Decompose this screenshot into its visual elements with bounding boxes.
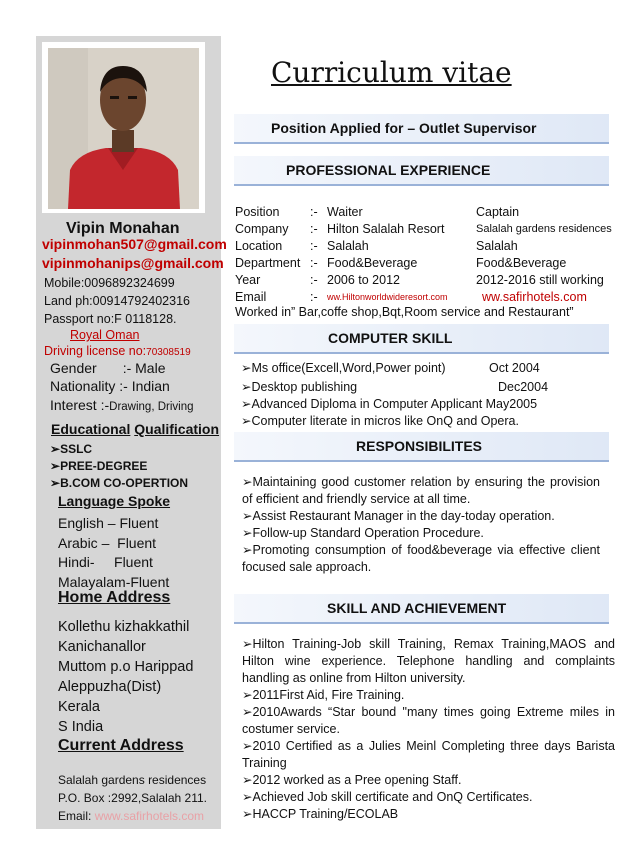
experience-bar-line xyxy=(234,184,609,186)
gender xyxy=(50,360,166,376)
address-line: Kollethu kizhakkathil xyxy=(58,619,190,635)
computer-heading: COMPUTER SKILL xyxy=(328,330,453,346)
job2-location: Salalah xyxy=(476,239,518,253)
royal-oman-label: Royal Oman xyxy=(70,328,140,342)
exp-sep: :- xyxy=(310,239,318,253)
exp-label: Company xyxy=(235,222,289,236)
education-item: ➢PREE-DEGREE xyxy=(50,459,148,473)
job1-location: Salalah xyxy=(327,239,369,253)
computer-item: ➢Ms office(Excell,Word,Power point) Oct 2004 xyxy=(241,361,540,375)
skill-item: ➢2011First Aid, Fire Training. xyxy=(242,688,405,702)
interest-value: Drawing, Driving xyxy=(109,401,194,413)
exp-label: Department xyxy=(235,256,301,270)
skill-item: ➢2012 worked as a Pree opening Staff. xyxy=(242,773,462,787)
responsibilities-bar-line xyxy=(234,460,609,462)
job1-department: Food&Beverage xyxy=(327,256,418,270)
education-heading xyxy=(51,421,219,437)
current-address xyxy=(58,771,207,825)
driving-license-number: 70308519 xyxy=(146,347,191,358)
education-heading-part2: Qualification xyxy=(134,421,220,437)
home-address xyxy=(58,617,193,737)
exp-sep: :- xyxy=(310,256,318,270)
language-item: Arabic – Fluent xyxy=(58,534,157,551)
skill-item: ➢2010 Certified as a Julies Meinl Completing three days Barista Training xyxy=(242,739,615,770)
gender-label: Gender xyxy=(50,360,97,376)
job2-position: Captain xyxy=(476,205,520,219)
responsibilities-list xyxy=(242,474,600,576)
passport-number: Passport no:F 0118128. xyxy=(44,312,177,326)
education-item: ➢SSLC xyxy=(50,442,93,456)
address-line: Kerala xyxy=(58,699,100,715)
responsibility-item: ➢Promoting consumption of food&beverage via effective client focused sale approach. xyxy=(242,543,600,574)
experience-heading: PROFESSIONAL EXPERIENCE xyxy=(286,162,491,178)
current-email xyxy=(58,807,207,825)
driving-license xyxy=(44,344,191,358)
job2-department: Food&Beverage xyxy=(476,256,567,270)
exp-label: Year xyxy=(235,273,261,287)
experience-labels xyxy=(235,204,300,306)
address-line: Salalah gardens residences xyxy=(58,773,207,787)
current-address-heading: Current Address xyxy=(58,737,184,754)
skill-item: ➢Achieved Job skill certificate and OnQ Certificates. xyxy=(242,790,533,804)
job1-company: Hilton Salalah Resort xyxy=(327,222,445,236)
job2-year: 2012-2016 still working xyxy=(476,273,604,287)
language-item: English – Fluent xyxy=(58,515,159,531)
mobile-number: Mobile:0096892324699 xyxy=(44,276,175,290)
nationality: Nationality :- Indian xyxy=(50,378,170,394)
skill-item: ➢HACCP Training/ECOLAB xyxy=(242,807,399,821)
education-heading-part1: Educational xyxy=(51,421,131,437)
job2-email: ww.safirhotels.com xyxy=(482,290,587,304)
skills-heading: SKILL AND ACHIEVEMENT xyxy=(327,600,507,616)
education-list xyxy=(50,441,188,492)
candidate-name: Vipin Monahan xyxy=(66,220,180,237)
experience-seps xyxy=(310,204,318,306)
driving-license-label: Driving license no: xyxy=(44,344,147,358)
exp-sep: :- xyxy=(310,222,318,236)
worked-in: Worked in” Bar,coffe shop,Bqt,Room service and Restaurant” xyxy=(235,305,574,319)
computer-item: ➢Desktop publishing Dec2004 xyxy=(241,380,549,394)
job1-email: ww.Hiltonworldwideresort.com xyxy=(327,292,448,302)
skill-item: ➢Hilton Training-Job skill Training, Remax Training,MAOS and Hilton wine experience. Telephone handling and complaints handling as online from Hilton university. xyxy=(242,637,615,685)
position-bar-line xyxy=(234,142,609,144)
job2-values xyxy=(476,204,612,306)
position-applied: Position Applied for – Outlet Supervisor xyxy=(271,120,537,136)
address-line: Aleppuzha(Dist) xyxy=(58,679,162,695)
email-secondary: vipinmohanips@gmail.com xyxy=(42,255,224,271)
interest xyxy=(50,397,194,413)
job1-year: 2006 to 2012 xyxy=(327,273,400,287)
responsibility-item: ➢Assist Restaurant Manager in the day-today operation. xyxy=(242,509,555,523)
address-line: P.O. Box :2992,Salalah 211. xyxy=(58,791,207,805)
language-list xyxy=(58,514,169,592)
language-item: Hindi- Fluent xyxy=(58,554,153,570)
computer-item: ➢Computer literate in micros like OnQ and Opera. xyxy=(241,414,519,428)
exp-sep: :- xyxy=(310,205,318,219)
email-primary: vipinmohan507@gmail.com xyxy=(42,236,227,252)
skills-bar-line xyxy=(234,622,609,624)
current-email-value: www.safirhotels.com xyxy=(94,809,205,823)
job2-company: Salalah gardens residences xyxy=(476,223,612,235)
job1-values xyxy=(327,204,448,306)
current-email-label: Email: xyxy=(58,809,92,823)
gender-value: :- Male xyxy=(122,360,166,376)
responsibility-item: ➢Follow-up Standard Operation Procedure. xyxy=(242,526,484,540)
skill-item: ➢2010Awards “Star bound "many times going Extreme miles in costumer service. xyxy=(242,705,615,736)
exp-label: Location xyxy=(235,239,283,253)
landline-number: Land ph:00914792402316 xyxy=(44,294,190,308)
profile-photo xyxy=(48,48,199,209)
computer-list xyxy=(241,360,611,430)
interest-label: Interest :- xyxy=(50,397,110,413)
language-heading: Language Spoke xyxy=(58,493,171,509)
address-line: Muttom p.o Harippad xyxy=(58,659,194,675)
skills-list xyxy=(242,636,615,823)
job1-position: Waiter xyxy=(327,205,363,219)
exp-label: Email xyxy=(235,290,267,304)
page-title: Curriculum vitae xyxy=(271,56,512,89)
exp-label: Position xyxy=(235,205,280,219)
computer-bar-line xyxy=(234,352,609,354)
exp-sep: :- xyxy=(310,290,318,304)
computer-item: ➢Advanced Diploma in Computer Applicant May2005 xyxy=(241,397,538,411)
exp-sep: :- xyxy=(310,273,318,287)
education-item: ➢B.COM CO-OPERTION xyxy=(50,476,189,490)
home-address-heading: Home Address xyxy=(58,589,171,606)
language-item: Malayalam-Fluent xyxy=(58,573,170,590)
responsibilities-heading: RESPONSIBILITES xyxy=(356,438,483,454)
address-line: Kanichanallor xyxy=(58,639,146,655)
responsibility-item: ➢Maintaining good customer relation by ensuring the provision of efficient and friendly service at all time. xyxy=(242,475,600,506)
address-line: S India xyxy=(58,719,104,735)
